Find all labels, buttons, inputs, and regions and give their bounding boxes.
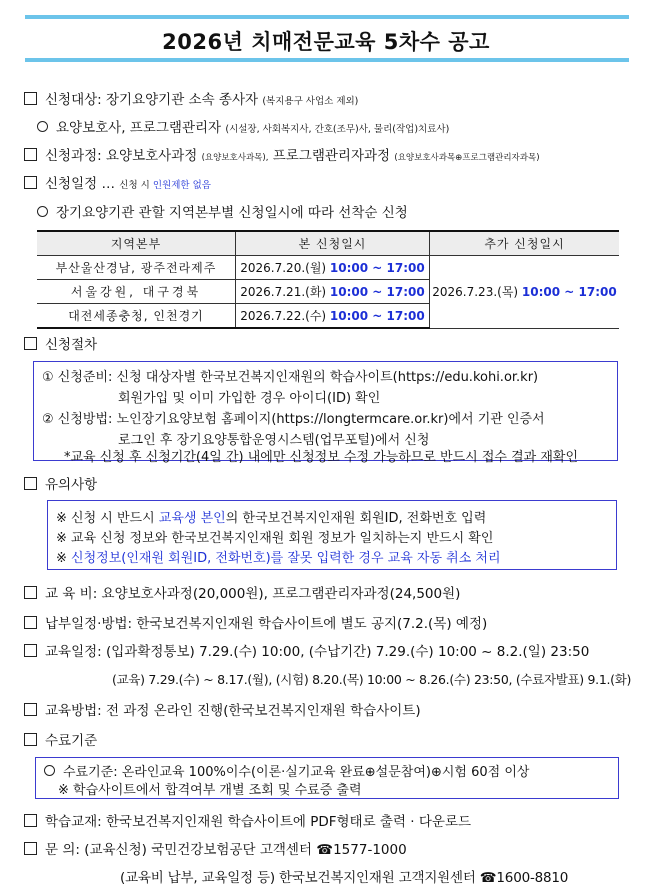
procedure-panel bbox=[33, 361, 618, 465]
schedule-detail: 장기요양기관 관할 지역본부별 신청일시에 따라 선착순 신청 bbox=[37, 201, 408, 221]
section-fee: 교 육 비: 요양보호사과정(20,000원), 프로그램관리자과정(24,500원) bbox=[24, 582, 460, 602]
table-header-row bbox=[37, 231, 619, 256]
table-header: 추가 신청일시 bbox=[430, 231, 620, 256]
section-contact: 문 의: (교육신청) 국민건강보험공단 고객센터 ☎1577-1000 bbox=[24, 838, 407, 858]
completion-criteria: 수료기준: 온라인교육 100%이수(이론·실기교육 완료⊕설문참여)⊕시험 60점 이상 bbox=[44, 761, 529, 780]
section-completion: 수료기준 bbox=[24, 729, 97, 749]
section-target: 신청대상: 장기요양기관 소속 종사자 (복지용구 사업소 제외) bbox=[24, 88, 358, 108]
section-procedure: 신청절차 bbox=[24, 333, 97, 353]
section-schedule: 신청일정 … 신청 시 인원제한 없음 bbox=[24, 172, 211, 192]
circle-bullet-icon bbox=[37, 206, 48, 217]
title-bottom-rule bbox=[25, 58, 629, 62]
caution-item-1: ※ 신청 시 반드시 교육생 본인의 한국보건복지인재원 회원ID, 전화번호 입력 bbox=[56, 511, 487, 526]
table-row bbox=[37, 256, 619, 280]
checkbox-icon bbox=[24, 477, 37, 490]
checkbox-icon bbox=[24, 616, 37, 629]
circle-bullet-icon bbox=[37, 121, 48, 132]
contact-line2: (교육비 납부, 교육일정 등) 한국보건복지인재원 고객지원센터 ☎1600-8810 bbox=[120, 870, 569, 886]
table-header: 본 신청일시 bbox=[236, 231, 430, 256]
section-edu-schedule: 교육일정: (입과확정통보) 7.29.(수) 10:00, (수납기간) 7.29.(수) 10:00 ~ 8.2.(일) 23:50 bbox=[24, 640, 589, 660]
completion-panel bbox=[35, 757, 619, 799]
checkbox-icon bbox=[24, 703, 37, 716]
checkbox-icon bbox=[24, 337, 37, 350]
table-cell-region: 서울강원, 대구경북 bbox=[37, 280, 236, 304]
caution-panel bbox=[47, 500, 617, 570]
top-rule bbox=[25, 15, 629, 19]
table-header: 지역본부 bbox=[37, 231, 236, 256]
caution-item-3: ※ 신청정보(인재원 회원ID, 전화번호)를 잘못 입력한 경우 교육 자동 취소 처리 bbox=[56, 551, 501, 566]
table-cell-extra-date: 2026.7.23.(목) 10:00 ~ 17:00 bbox=[430, 256, 620, 329]
procedure-step-1-cont: 회원가입 및 이미 가입한 경우 아이디(ID) 확인 bbox=[118, 391, 381, 406]
procedure-step-2: ② 신청방법: 노인장기요양보험 홈페이지(https://longtermcare.or.kr)에서 기관 인증서 bbox=[42, 412, 545, 427]
circle-bullet-icon bbox=[44, 765, 55, 776]
table-cell-region: 대전세종충청, 인천경기 bbox=[37, 304, 236, 329]
procedure-footnote: *교육 신청 후 신청기간(4일 간) 내에만 신청정보 수정 가능하므로 반드시 접수 결과 재확인 bbox=[64, 450, 579, 465]
schedule-table bbox=[37, 230, 619, 329]
edu-schedule-line2: (교육) 7.29.(수) ~ 8.17.(월), (시험) 8.20.(목) 10:00 ~ 8.26.(수) 23:50, (수료자발표) 9.1.(화) bbox=[112, 672, 632, 687]
checkbox-icon bbox=[24, 148, 37, 161]
section-caution: 유의사항 bbox=[24, 473, 97, 493]
table-cell-region: 부산울산경남, 광주전라제주 bbox=[37, 256, 236, 280]
procedure-step-1: ① 신청준비: 신청 대상자별 한국보건복지인재원의 학습사이트(https://edu.kohi.or.kr) bbox=[42, 370, 539, 385]
checkbox-icon bbox=[24, 586, 37, 599]
table-cell-date: 2026.7.21.(화) 10:00 ~ 17:00 bbox=[236, 280, 430, 304]
target-detail: 요양보호사, 프로그램관리자 (시설장, 사회복지사, 간호(조무)사, 물리(작업)치료사) bbox=[37, 116, 449, 136]
checkbox-icon bbox=[24, 176, 37, 189]
procedure-step-2-cont: 로그인 후 장기요양통합운영시스템(업무포털)에서 신청 bbox=[118, 433, 430, 448]
section-materials: 학습교재: 한국보건복지인재원 학습사이트에 PDF형태로 출력 · 다운로드 bbox=[24, 810, 471, 830]
caution-item-2: ※ 교육 신청 정보와 한국보건복지인재원 회원 정보가 일치하는지 반드시 확인 bbox=[56, 531, 494, 546]
checkbox-icon bbox=[24, 92, 37, 105]
checkbox-icon bbox=[24, 842, 37, 855]
section-payment: 납부일정·방법: 한국보건복지인재원 학습사이트에 별도 공지(7.2.(목) 예정) bbox=[24, 612, 487, 632]
checkbox-icon bbox=[24, 644, 37, 657]
section-method: 교육방법: 전 과정 온라인 진행(한국보건복지인재원 학습사이트) bbox=[24, 699, 421, 719]
table-cell-date: 2026.7.20.(월) 10:00 ~ 17:00 bbox=[236, 256, 430, 280]
section-course: 신청과정: 요양보호사과정 (요양보호사과목), 프로그램관리자과정 (요양보호사과목⊕프로그램관리자과목) bbox=[24, 144, 540, 164]
checkbox-icon bbox=[24, 814, 37, 827]
checkbox-icon bbox=[24, 733, 37, 746]
table-cell-date: 2026.7.22.(수) 10:00 ~ 17:00 bbox=[236, 304, 430, 329]
page-title: 2026년 치매전문교육 5차수 공고 bbox=[162, 30, 490, 54]
completion-note: ※ 학습사이트에서 합격여부 개별 조회 및 수료증 출력 bbox=[58, 783, 362, 798]
